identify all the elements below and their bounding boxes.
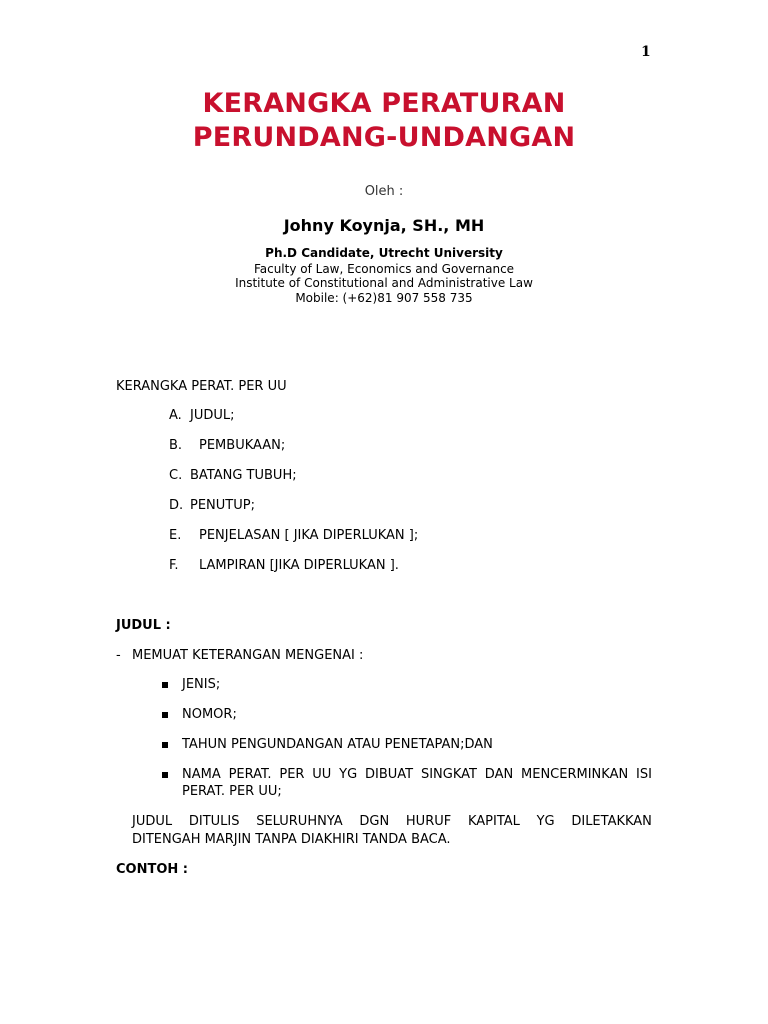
word: KAPITAL	[467, 814, 520, 829]
word: DAN	[484, 767, 514, 782]
list-letter-d: D.	[169, 498, 184, 513]
institute: Institute of Constitutional and Administrative Law	[235, 276, 533, 290]
word: YG	[536, 814, 555, 829]
word: MENCERMINKAN	[521, 767, 629, 782]
contoh-heading: CONTOH :	[116, 862, 188, 877]
list-letter-a: A.	[169, 408, 182, 423]
byline-oleh: Oleh :	[364, 184, 404, 199]
judul-paragraph-line-1	[132, 814, 652, 829]
judul-bullet-4-line-2: PERAT. PER UU;	[182, 784, 282, 799]
word: PER	[279, 767, 305, 782]
word: NAMA	[182, 767, 221, 782]
mobile: Mobile: (+62)81 907 558 735	[295, 291, 473, 305]
faculty: Faculty of Law, Economics and Governance	[253, 262, 515, 276]
list-letter-e: E.	[169, 528, 182, 543]
affiliation: Ph.D Candidate, Utrecht University	[265, 246, 503, 260]
judul-dash: -	[116, 648, 121, 663]
list-item-e: PENJELASAN [ JIKA DIPERLUKAN ];	[199, 528, 419, 543]
word: SINGKAT	[420, 767, 477, 782]
list-item-b: PEMBUKAAN;	[199, 438, 286, 453]
word: DGN	[359, 814, 390, 829]
word: DITULIS	[188, 814, 240, 829]
word: JUDUL	[132, 814, 173, 829]
kerangka-heading: KERANGKA PERAT. PER UU	[116, 379, 287, 394]
title-line-2: PERUNDANG-UNDANGAN	[192, 122, 576, 153]
judul-intro: MEMUAT KETERANGAN MENGENAI :	[132, 648, 364, 663]
square-bullet-icon	[162, 712, 168, 718]
word: UU	[312, 767, 332, 782]
list-letter-f: F.	[169, 558, 179, 573]
word: SELURUHNYA	[256, 814, 343, 829]
word: DILETAKKAN	[571, 814, 652, 829]
judul-bullet-1: JENIS;	[182, 677, 221, 692]
title-line-1: KERANGKA PERATURAN	[202, 88, 566, 119]
list-item-c: BATANG TUBUH;	[190, 468, 297, 483]
judul-bullet-4-line-1	[182, 767, 652, 782]
word: ISI	[636, 767, 652, 782]
judul-bullet-2: NOMOR;	[182, 707, 237, 722]
word: HURUF	[405, 814, 452, 829]
judul-paragraph-line-2: DITENGAH MARJIN TANPA DIAKHIRI TANDA BACA.	[132, 832, 451, 847]
list-item-d: PENUTUP;	[190, 498, 255, 513]
word: YG	[339, 767, 358, 782]
judul-bullet-3: TAHUN PENGUNDANGAN ATAU PENETAPAN;DAN	[182, 737, 493, 752]
list-item-a: JUDUL;	[190, 408, 235, 423]
square-bullet-icon	[162, 742, 168, 748]
list-letter-b: B.	[169, 438, 183, 453]
square-bullet-icon	[162, 682, 168, 688]
word: DIBUAT	[365, 767, 414, 782]
author-name: Johny Koynja, SH., MH	[283, 216, 485, 235]
judul-heading: JUDUL :	[116, 618, 171, 633]
word: PERAT.	[228, 767, 272, 782]
list-letter-c: C.	[169, 468, 183, 483]
square-bullet-icon	[162, 772, 168, 778]
list-item-f: LAMPIRAN [JIKA DIPERLUKAN ].	[199, 558, 399, 573]
page-number: 1	[641, 44, 651, 60]
